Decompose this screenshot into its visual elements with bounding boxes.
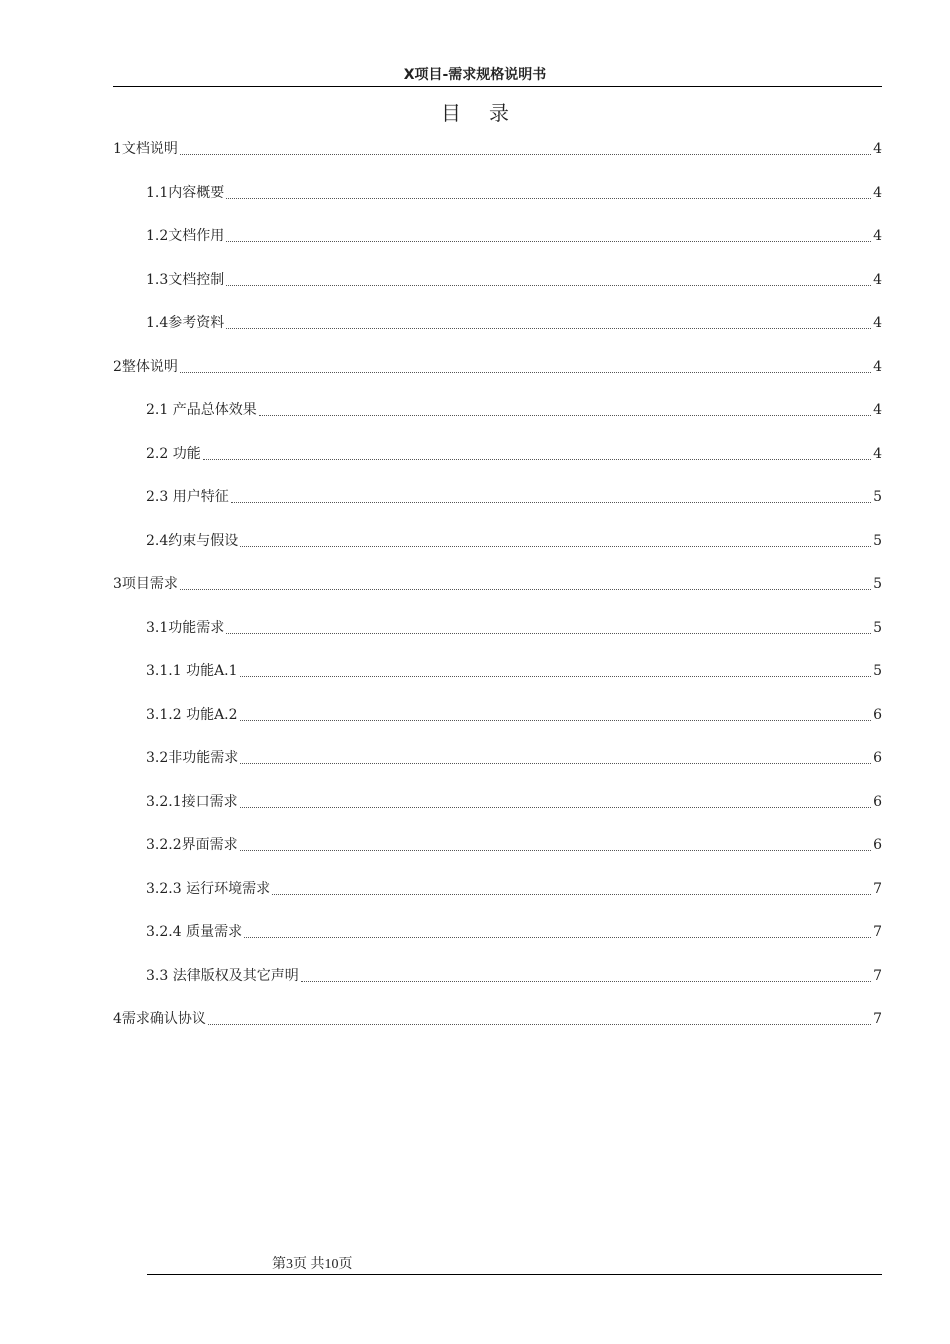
toc-entry[interactable] [113,313,882,357]
toc-entry-label: 3.3 法律版权及其它声明 [146,967,299,984]
toc-entry-page: 7 [873,967,882,984]
toc-entry[interactable] [113,487,882,531]
toc-dot-leader [240,531,871,547]
toc-entry-label: 1.4参考资料 [146,315,225,331]
toc-entry-label: 2整体说明 [113,358,178,375]
header-divider [113,86,882,87]
toc-entry-label: 1.3文档控制 [146,271,225,288]
toc-entry[interactable] [113,966,882,1010]
toc-entry-page: 6 [873,706,882,723]
footer-divider [147,1274,882,1275]
toc-entry[interactable] [113,357,882,401]
toc-dot-leader [301,966,871,982]
document-header-title: X项目-需求规格说明书 [403,67,547,83]
toc-entry-label: 2.4约束与假设 [146,532,239,549]
toc-dot-leader [272,879,871,895]
toc-dot-leader [226,226,871,242]
toc-entry-label: 1文档说明 [113,141,178,157]
toc-entry[interactable] [113,1009,882,1053]
toc-entry[interactable] [113,270,882,314]
toc-entry-label: 3.2.4 质量需求 [146,924,243,940]
toc-dot-leader [226,270,871,286]
toc-entry-page: 7 [873,1011,882,1027]
toc-entry-label: 1.1内容概要 [146,184,225,201]
table-of-contents [113,139,882,1053]
toc-entry-label: 3.1功能需求 [146,619,225,636]
toc-entry-page: 4 [873,141,882,157]
toc-entry-page: 5 [873,532,882,549]
toc-dot-leader [231,487,871,503]
toc-entry[interactable] [113,226,882,270]
toc-dot-leader [180,139,871,155]
toc-entry-label: 2.3 用户特征 [146,489,229,505]
toc-entry[interactable] [113,748,882,792]
toc-dot-leader [240,661,872,677]
toc-entry-label: 3.1.2 功能A.2 [146,706,238,723]
toc-entry[interactable] [113,618,882,662]
toc-entry-label: 3.2非功能需求 [146,750,239,766]
toc-dot-leader [244,922,871,938]
toc-entry[interactable] [113,444,882,488]
toc-dot-leader [240,748,871,764]
toc-entry-label: 2.2 功能 [146,445,201,462]
toc-entry-page: 4 [873,358,882,375]
toc-entry-page: 5 [873,576,882,592]
toc-entry-page: 7 [873,880,882,897]
toc-entry-page: 7 [873,924,882,940]
toc-entry[interactable] [113,922,882,966]
toc-dot-leader [240,835,871,851]
toc-entry-label: 3.1.1 功能A.1 [146,663,238,679]
toc-entry[interactable] [113,183,882,227]
toc-entry[interactable] [113,835,882,879]
toc-entry[interactable] [113,661,882,705]
toc-dot-leader [240,792,871,808]
toc-dot-leader [240,705,872,721]
toc-dot-leader [226,618,871,634]
toc-entry-label: 4需求确认协议 [113,1011,206,1027]
toc-dot-leader [180,357,871,373]
toc-entry[interactable] [113,792,882,836]
toc-entry-page: 5 [873,619,882,636]
toc-entry[interactable] [113,705,882,749]
toc-entry[interactable] [113,531,882,575]
toc-dot-leader [226,313,871,329]
toc-entry-label: 3.2.3 运行环境需求 [146,880,271,897]
toc-entry-label: 3项目需求 [113,576,178,592]
toc-entry-page: 6 [873,793,882,810]
toc-entry-page: 4 [873,271,882,288]
toc-entry-label: 3.2.2界面需求 [146,837,238,853]
toc-dot-leader [208,1009,871,1025]
toc-entry[interactable] [113,879,882,923]
toc-entry-page: 5 [873,663,882,679]
toc-dot-leader [259,400,871,416]
toc-heading: 目录 [441,101,537,125]
toc-entry-page: 4 [873,228,882,244]
toc-entry-page: 5 [873,489,882,505]
toc-entry[interactable] [113,400,882,444]
toc-entry[interactable] [113,139,882,183]
toc-entry-page: 6 [873,750,882,766]
toc-dot-leader [180,574,871,590]
toc-entry-page: 6 [873,837,882,853]
toc-entry-label: 1.2文档作用 [146,228,225,244]
toc-dot-leader [203,444,871,460]
toc-entry-label: 3.2.1接口需求 [146,793,238,810]
toc-entry-page: 4 [873,184,882,201]
toc-dot-leader [226,183,871,199]
toc-entry-page: 4 [873,402,882,418]
toc-entry[interactable] [113,574,882,618]
toc-entry-label: 2.1 产品总体效果 [146,402,257,418]
toc-entry-page: 4 [873,445,882,462]
toc-entry-page: 4 [873,315,882,331]
page-number-footer: 第3页 共10页 [272,1257,353,1272]
